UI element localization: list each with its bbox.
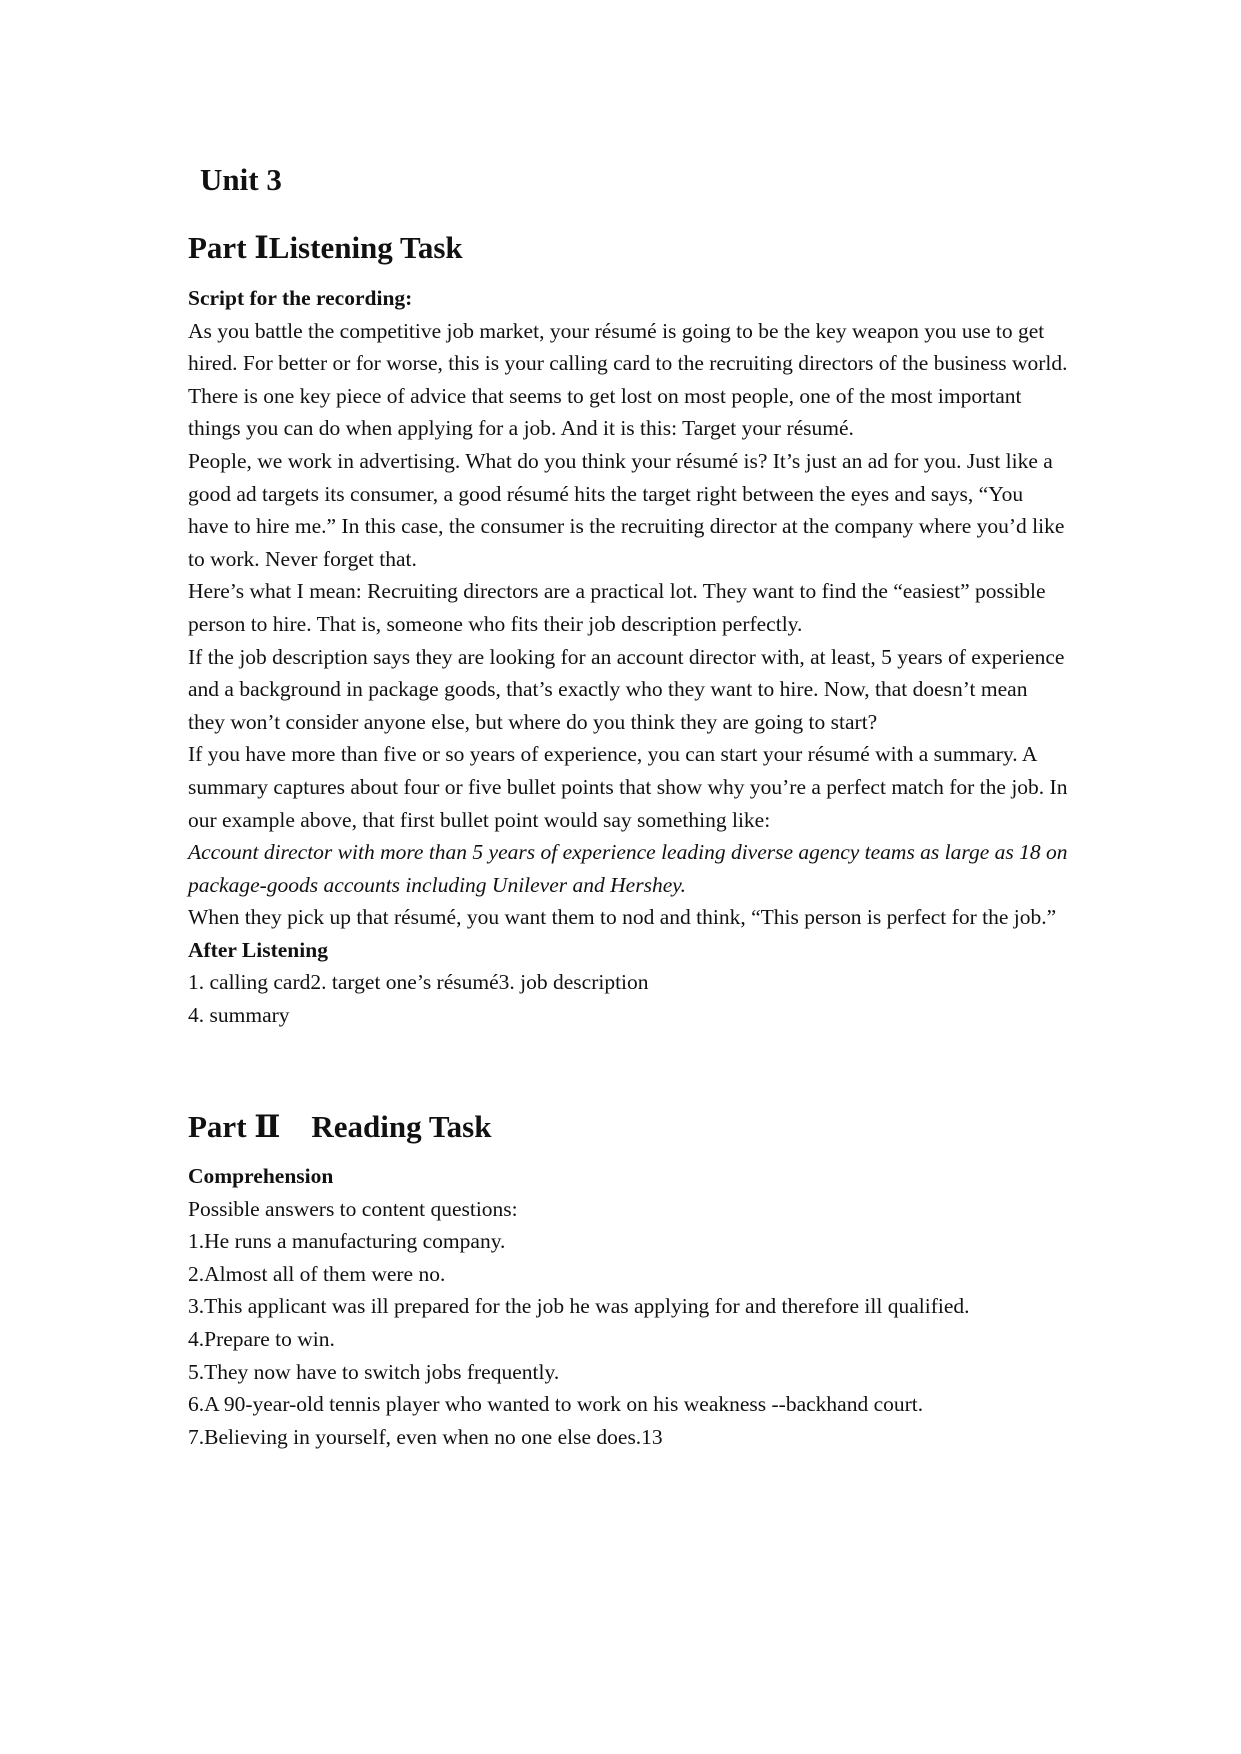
part-1-heading: Part ⅠListening Task bbox=[188, 230, 463, 265]
script-paragraph: If the job description says they are looking for an account director with, at least, 5 years of experience and a background in package goods, that’s exactly who they want to hire. Now, that doesn’t mean they won’t consider anyone else, but where do you think they are going to start? bbox=[188, 644, 1065, 734]
script-paragraph: Here’s what I mean: Recruiting directors are a practical lot. They want to find the “easiest” possible person to hire. That is, someone who fits their job description perfectly. bbox=[188, 579, 1046, 636]
after-listening-line: 1. calling card2. target one’s résumé3. job description bbox=[188, 970, 649, 995]
script-paragraph: As you battle the competitive job market, your résumé is going to be the key weapon you use to get hired. For better or for worse, this is your calling card to the recruiting directors of the business world. bbox=[188, 318, 1068, 376]
script-paragraph: If you have more than five or so years of experience, you can start your résumé with a summary. A summary captures about four or five bullet points that show why you’re a perfect match for the job. In our example above, that first bullet point would say something like: bbox=[188, 742, 1068, 832]
comprehension-heading: Comprehension bbox=[188, 1164, 334, 1188]
answer-line: 6.A 90-year-old tennis player who wanted to work on his weakness --backhand court. bbox=[188, 1392, 924, 1417]
unit-title: Unit 3 bbox=[200, 162, 282, 197]
script-closing: When they pick up that résumé, you want them to nod and think, “This person is perfect for the job.” bbox=[188, 905, 1057, 930]
answer-line: 2.Almost all of them were no. bbox=[188, 1261, 446, 1286]
part-2-heading: Part Ⅱ Reading Task bbox=[188, 1109, 492, 1144]
answer-line: 4.Prepare to win. bbox=[188, 1326, 335, 1351]
answer-line: 7.Believing in yourself, even when no one else does.13 bbox=[188, 1424, 663, 1449]
script-paragraph: People, we work in advertising. What do you think your résumé is? It’s just an ad for you. Just like a good ad targets its consumer, a good résumé hits the target right between the eyes and says, “You have to hire me.” In this case, the consumer is the recruiting director at the company where you’d like to work. Never forget that. bbox=[188, 448, 1065, 571]
reading-section bbox=[188, 1160, 1068, 1453]
answer-line: 5.They now have to switch jobs frequently. bbox=[188, 1359, 560, 1384]
comprehension-intro: Possible answers to content questions: bbox=[188, 1196, 518, 1221]
after-listening-heading: After Listening bbox=[188, 937, 328, 962]
answer-line: 1.He runs a manufacturing company. bbox=[188, 1229, 506, 1254]
script-heading: Script for the recording: bbox=[188, 286, 413, 310]
listening-section bbox=[188, 282, 1068, 1032]
after-listening-line: 4. summary bbox=[188, 1003, 290, 1028]
answer-line: 3.This applicant was ill prepared for the job he was applying for and therefore ill qualified. bbox=[188, 1294, 970, 1319]
italic-example: Account director with more than 5 years of experience leading diverse agency teams as large as 18 on package-goods accounts including Unilever and Hershey. bbox=[188, 840, 1068, 897]
script-paragraph: There is one key piece of advice that seems to get lost on most people, one of the most important things you can do when applying for a job. And it is this: Target your résumé. bbox=[188, 383, 1022, 441]
